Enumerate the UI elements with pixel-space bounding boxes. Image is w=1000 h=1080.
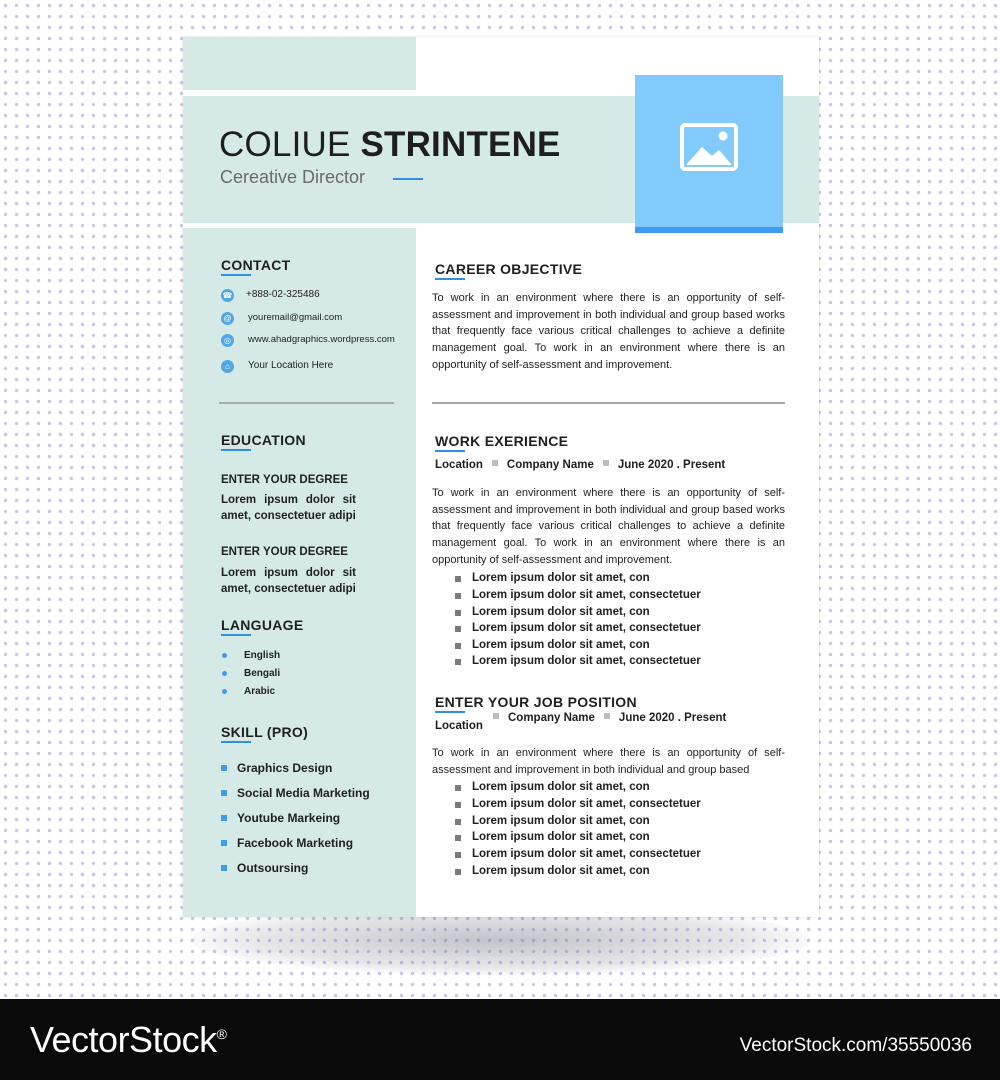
brand-name: VectorStock bbox=[30, 1019, 217, 1060]
job-location: Location bbox=[435, 720, 483, 732]
job-heading: ENTER YOUR JOB POSITION bbox=[435, 694, 637, 710]
job-underline bbox=[435, 711, 465, 713]
work-bullet-text: Lorem ipsum dolor sit amet, con bbox=[472, 572, 650, 584]
work-bullet bbox=[455, 643, 461, 649]
skill-bullet bbox=[221, 815, 227, 821]
work-text: To work in an environment where there is an opportunity of self-assessment and improvement in both individual and group based works that frequently face various critical challenges to achieve a definite management goal. To work in an environment where there is an opportunity of self-assessment and improvement. bbox=[432, 487, 785, 566]
career-heading: CAREER OBJECTIVE bbox=[435, 261, 583, 277]
language-item: Arabic bbox=[244, 686, 276, 697]
education-detail-2a: Lorem ipsum dolor sit bbox=[221, 567, 356, 579]
job-bullet-text: Lorem ipsum dolor sit amet, consectetuer bbox=[472, 848, 701, 860]
skill-item: Outsoursing bbox=[237, 861, 309, 875]
work-bullet-text: Lorem ipsum dolor sit amet, consectetuer bbox=[472, 622, 701, 634]
email-icon: @ bbox=[221, 312, 234, 325]
education-heading: EDUCATION bbox=[221, 432, 306, 448]
registered-mark: ® bbox=[216, 1026, 227, 1042]
job-bullet-text: Lorem ipsum dolor sit amet, con bbox=[472, 781, 650, 793]
contact-underline bbox=[221, 274, 251, 276]
job-bullet bbox=[455, 785, 461, 791]
work-bullet bbox=[455, 593, 461, 599]
skills-underline bbox=[221, 741, 251, 743]
meta-separator bbox=[493, 713, 499, 719]
career-underline bbox=[435, 278, 465, 280]
work-bullet-text: Lorem ipsum dolor sit amet, con bbox=[472, 639, 650, 651]
language-underline bbox=[221, 634, 251, 636]
phone-icon: ☎ bbox=[222, 291, 233, 300]
meta-separator bbox=[492, 460, 498, 466]
resume-page bbox=[183, 37, 819, 917]
language-item: English bbox=[244, 650, 281, 661]
contact-location: Your Location Here bbox=[248, 360, 334, 371]
language-heading: LANGUAGE bbox=[221, 617, 304, 633]
work-bullet bbox=[455, 659, 461, 665]
skill-bullet bbox=[221, 790, 227, 796]
job-bullet-text: Lorem ipsum dolor sit amet, con bbox=[472, 865, 650, 877]
education-detail-1b: amet, consectetuer adipi bbox=[221, 510, 356, 522]
skill-bullet bbox=[221, 865, 227, 871]
job-text: To work in an environment where there is an opportunity of self-assessment and improvement in both individual and group based bbox=[432, 747, 785, 776]
work-bullet-text: Lorem ipsum dolor sit amet, consectetuer bbox=[472, 655, 701, 667]
meta-separator bbox=[603, 460, 609, 466]
contact-heading: CONTACT bbox=[221, 257, 291, 273]
job-bullet bbox=[455, 869, 461, 875]
watermark-footer bbox=[0, 999, 1000, 1080]
main-divider bbox=[432, 402, 785, 404]
photo-placeholder bbox=[635, 75, 783, 233]
language-dot bbox=[222, 653, 227, 658]
contact-email: youremail@gmail.com bbox=[248, 312, 343, 323]
work-underline bbox=[435, 450, 465, 452]
work-location: Location bbox=[435, 459, 483, 471]
work-bullet-text: Lorem ipsum dolor sit amet, con bbox=[472, 606, 650, 618]
work-meta bbox=[435, 459, 725, 471]
education-detail-1a: Lorem ipsum dolor sit bbox=[221, 494, 356, 506]
contact-website: www.ahadgraphics.wordpress.com bbox=[248, 334, 395, 345]
skill-item: Graphics Design bbox=[237, 761, 333, 775]
work-heading: WORK EXERIENCE bbox=[435, 433, 569, 449]
sidebar-divider bbox=[219, 402, 394, 404]
skill-bullet bbox=[221, 840, 227, 846]
skill-item: Facebook Marketing bbox=[237, 836, 354, 850]
job-bullet bbox=[455, 819, 461, 825]
job-bullet bbox=[455, 852, 461, 858]
top-accent-block bbox=[183, 37, 416, 90]
skill-item: Social Media Marketing bbox=[237, 786, 370, 800]
education-underline bbox=[221, 449, 251, 451]
job-bullet-text: Lorem ipsum dolor sit amet, con bbox=[472, 815, 650, 827]
skill-item: Youtube Markeing bbox=[237, 811, 341, 825]
language-dot bbox=[222, 689, 227, 694]
work-company: Company Name bbox=[506, 459, 594, 471]
education-degree-1: ENTER YOUR DEGREE bbox=[221, 474, 348, 486]
candidate-name bbox=[219, 125, 561, 165]
job-bullet-text: Lorem ipsum dolor sit amet, consectetuer bbox=[472, 798, 701, 810]
work-bullet bbox=[455, 610, 461, 616]
last-name: STRINTENE bbox=[360, 125, 561, 164]
meta-separator bbox=[604, 713, 610, 719]
skill-bullet bbox=[221, 765, 227, 771]
work-bullet bbox=[455, 576, 461, 582]
job-title: Cereative Director bbox=[220, 167, 366, 187]
job-meta bbox=[493, 712, 726, 724]
contact-phone: +888-02-325486 bbox=[246, 289, 320, 300]
first-name: COLIUE bbox=[219, 125, 351, 164]
job-bullet bbox=[455, 835, 461, 841]
job-bullet bbox=[455, 802, 461, 808]
job-bullet-text: Lorem ipsum dolor sit amet, con bbox=[472, 831, 650, 843]
work-date: June 2020 . Present bbox=[617, 459, 726, 471]
job-company: Company Name bbox=[508, 712, 595, 724]
education-detail-2b: amet, consectetuer adipi bbox=[221, 583, 356, 595]
globe-icon: ◎ bbox=[221, 334, 234, 347]
stock-id: VectorStock.com/35550036 bbox=[739, 1035, 972, 1056]
image-placeholder-icon bbox=[680, 123, 738, 171]
language-dot bbox=[222, 671, 227, 676]
vectorstock-logo bbox=[30, 1019, 226, 1061]
location-icon: ⌂ bbox=[221, 360, 234, 373]
education-degree-2: ENTER YOUR DEGREE bbox=[221, 546, 348, 558]
career-text: To work in an environment where there is an opportunity of self-assessment and improvement in both individual and group based works that frequently face various critical challenges to achieve a definite management goal. To work in an environment where there is an opportunity of self-assessment and improvement. bbox=[432, 292, 785, 371]
work-bullet-text: Lorem ipsum dolor sit amet, consectetuer bbox=[472, 589, 701, 601]
language-item: Bengali bbox=[244, 668, 281, 679]
work-bullet bbox=[455, 626, 461, 632]
job-date: June 2020 . Present bbox=[618, 712, 727, 724]
skills-heading: SKILL (PRO) bbox=[221, 724, 309, 740]
title-accent-line bbox=[393, 178, 423, 180]
